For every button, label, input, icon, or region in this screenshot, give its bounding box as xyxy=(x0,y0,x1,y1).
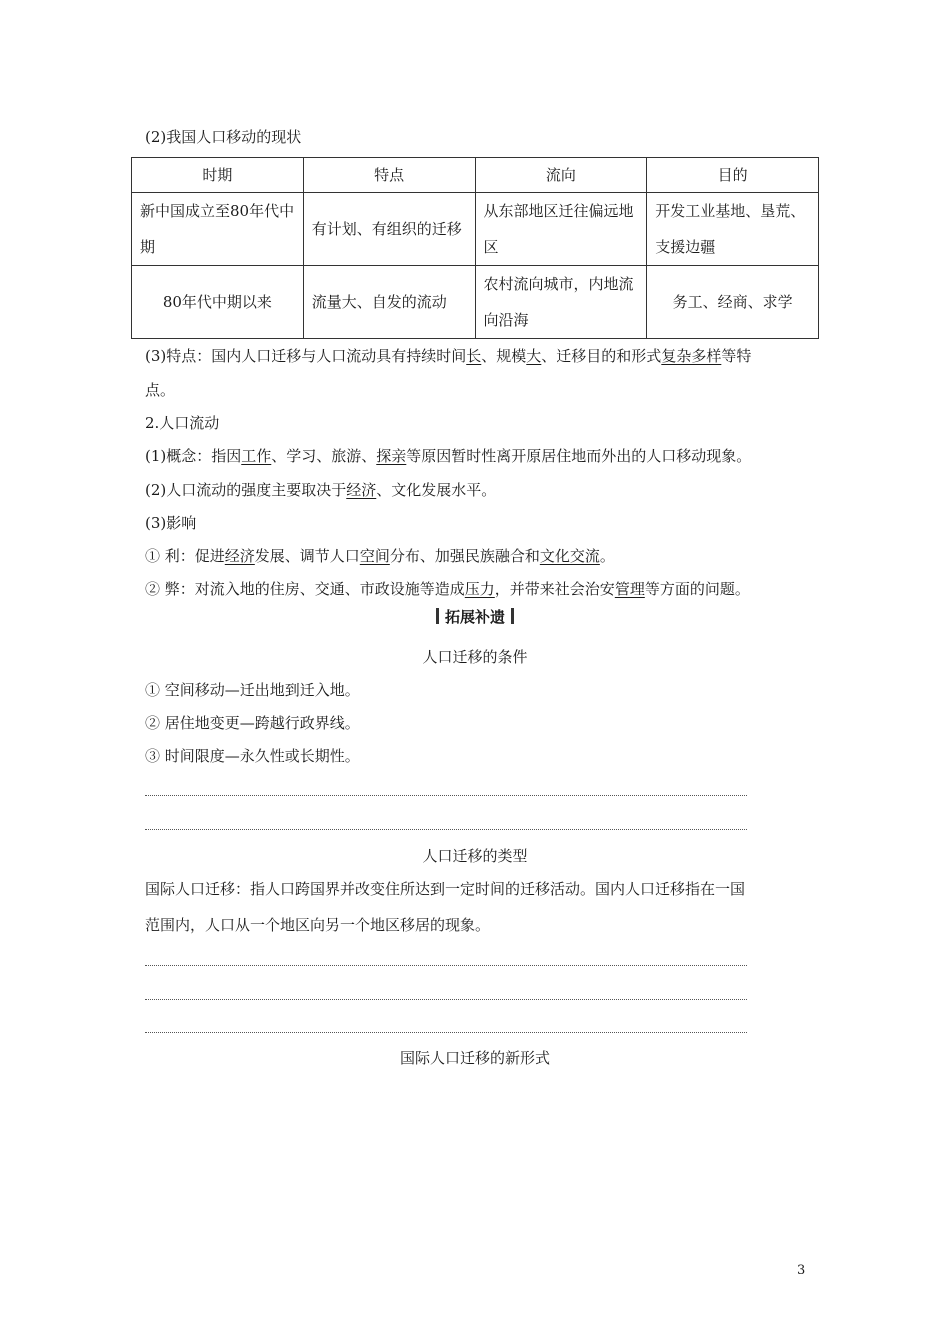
text-run: (2)人口流动的强度主要取决于 xyxy=(145,481,347,499)
answer-underline: 探亲 xyxy=(376,447,407,465)
answer-underline: 大 xyxy=(526,347,542,365)
table-cell: 流量大、自发的流动 xyxy=(303,266,475,339)
text-run: 、学习、旅游、 xyxy=(271,447,377,465)
types-title: 人口迁移的类型 xyxy=(422,847,528,865)
note-line xyxy=(145,965,747,966)
table-cell: 80年代中期以来 xyxy=(132,266,304,339)
table-row xyxy=(132,193,819,266)
table-cell: 农村流向城市，内地流向沿海 xyxy=(475,266,647,339)
text-run: 。 xyxy=(599,547,615,565)
extension-banner xyxy=(0,607,950,627)
answer-underline: 经济 xyxy=(346,481,377,499)
note-line xyxy=(145,1032,747,1033)
conditions-title: 人口迁移的条件 xyxy=(422,648,528,666)
answer-underline: 工作 xyxy=(241,447,272,465)
section-heading-population-flow: 2.人口流动 xyxy=(145,414,220,432)
migration-status-table xyxy=(131,157,819,339)
text-run: 、文化发展水平。 xyxy=(376,481,497,499)
note-line xyxy=(145,829,747,830)
benefit-paragraph xyxy=(145,546,615,566)
text-run: 等方面的问题。 xyxy=(644,580,750,598)
harm-paragraph xyxy=(145,579,750,599)
page-number: 3 xyxy=(797,1263,806,1278)
text-run: 等特 xyxy=(721,347,752,365)
note-line xyxy=(145,999,747,1000)
list-item: ② 居住地变更—跨越行政界线。 xyxy=(145,714,360,732)
new-forms-title: 国际人口迁移的新形式 xyxy=(399,1049,550,1067)
table-cell: 从东部地区迁往偏远地区 xyxy=(475,193,647,266)
concept-paragraph xyxy=(145,446,751,466)
table-cell: 务工、经商、求学 xyxy=(647,266,819,339)
types-paragraph-cont: 范围内，人口从一个地区向另一个地区移居的现象。 xyxy=(145,916,491,934)
table-header-cell: 特点 xyxy=(303,158,475,193)
answer-underline: 复杂多样 xyxy=(661,347,722,365)
answer-underline: 压力 xyxy=(464,580,495,598)
list-item: ③ 时间限度—永久性或长期性。 xyxy=(145,747,360,765)
table-header-cell: 时期 xyxy=(132,158,304,193)
text-run: 分布、加强民族融合和 xyxy=(389,547,540,565)
intensity-paragraph xyxy=(145,480,496,500)
text-run: ，并带来社会治安 xyxy=(494,580,615,598)
banner-label: 拓展补遗 xyxy=(444,608,505,626)
answer-underline: 管理 xyxy=(614,580,645,598)
impact-heading: (3)影响 xyxy=(145,514,197,532)
table-header-cell: 目的 xyxy=(647,158,819,193)
banner-bar-left xyxy=(436,608,439,624)
features-paragraph xyxy=(145,346,751,366)
text-run: 等原因暂时性离开原居住地而外出的人口移动现象。 xyxy=(406,447,752,465)
types-paragraph: 国际人口迁移：指人口跨国界并改变住所达到一定时间的迁移活动。国内人口迁移指在一国 xyxy=(145,880,746,898)
text-run: (3)特点：国内人口迁移与人口流动具有持续时间 xyxy=(145,347,467,365)
section-heading-migration-status: (2)我国人口移动的现状 xyxy=(145,128,302,146)
banner-bar-right xyxy=(511,608,514,624)
table-cell: 新中国成立至80年代中期 xyxy=(132,193,304,266)
answer-underline: 经济 xyxy=(224,547,255,565)
list-item: ① 空间移动—迁出地到迁入地。 xyxy=(145,681,360,699)
text-run: (1)概念：指因 xyxy=(145,447,242,465)
text-run: 、规模 xyxy=(481,347,527,365)
table-cell: 有计划、有组织的迁移 xyxy=(303,193,475,266)
note-line xyxy=(145,795,747,796)
answer-underline: 文化交流 xyxy=(539,547,600,565)
table-row xyxy=(132,266,819,339)
table-cell: 开发工业基地、垦荒、支援边疆 xyxy=(647,193,819,266)
text-run: 、迁移目的和形式 xyxy=(541,347,662,365)
text-run: ② 弊：对流入地的住房、交通、市政设施等造成 xyxy=(145,580,465,598)
text-run: 发展、调节人口 xyxy=(254,547,360,565)
table-header-cell: 流向 xyxy=(475,158,647,193)
answer-underline: 空间 xyxy=(359,547,390,565)
answer-underline: 长 xyxy=(466,347,482,365)
features-paragraph-cont: 点。 xyxy=(145,381,176,399)
table-header-row xyxy=(132,158,819,193)
text-run: ① 利：促进 xyxy=(145,547,225,565)
